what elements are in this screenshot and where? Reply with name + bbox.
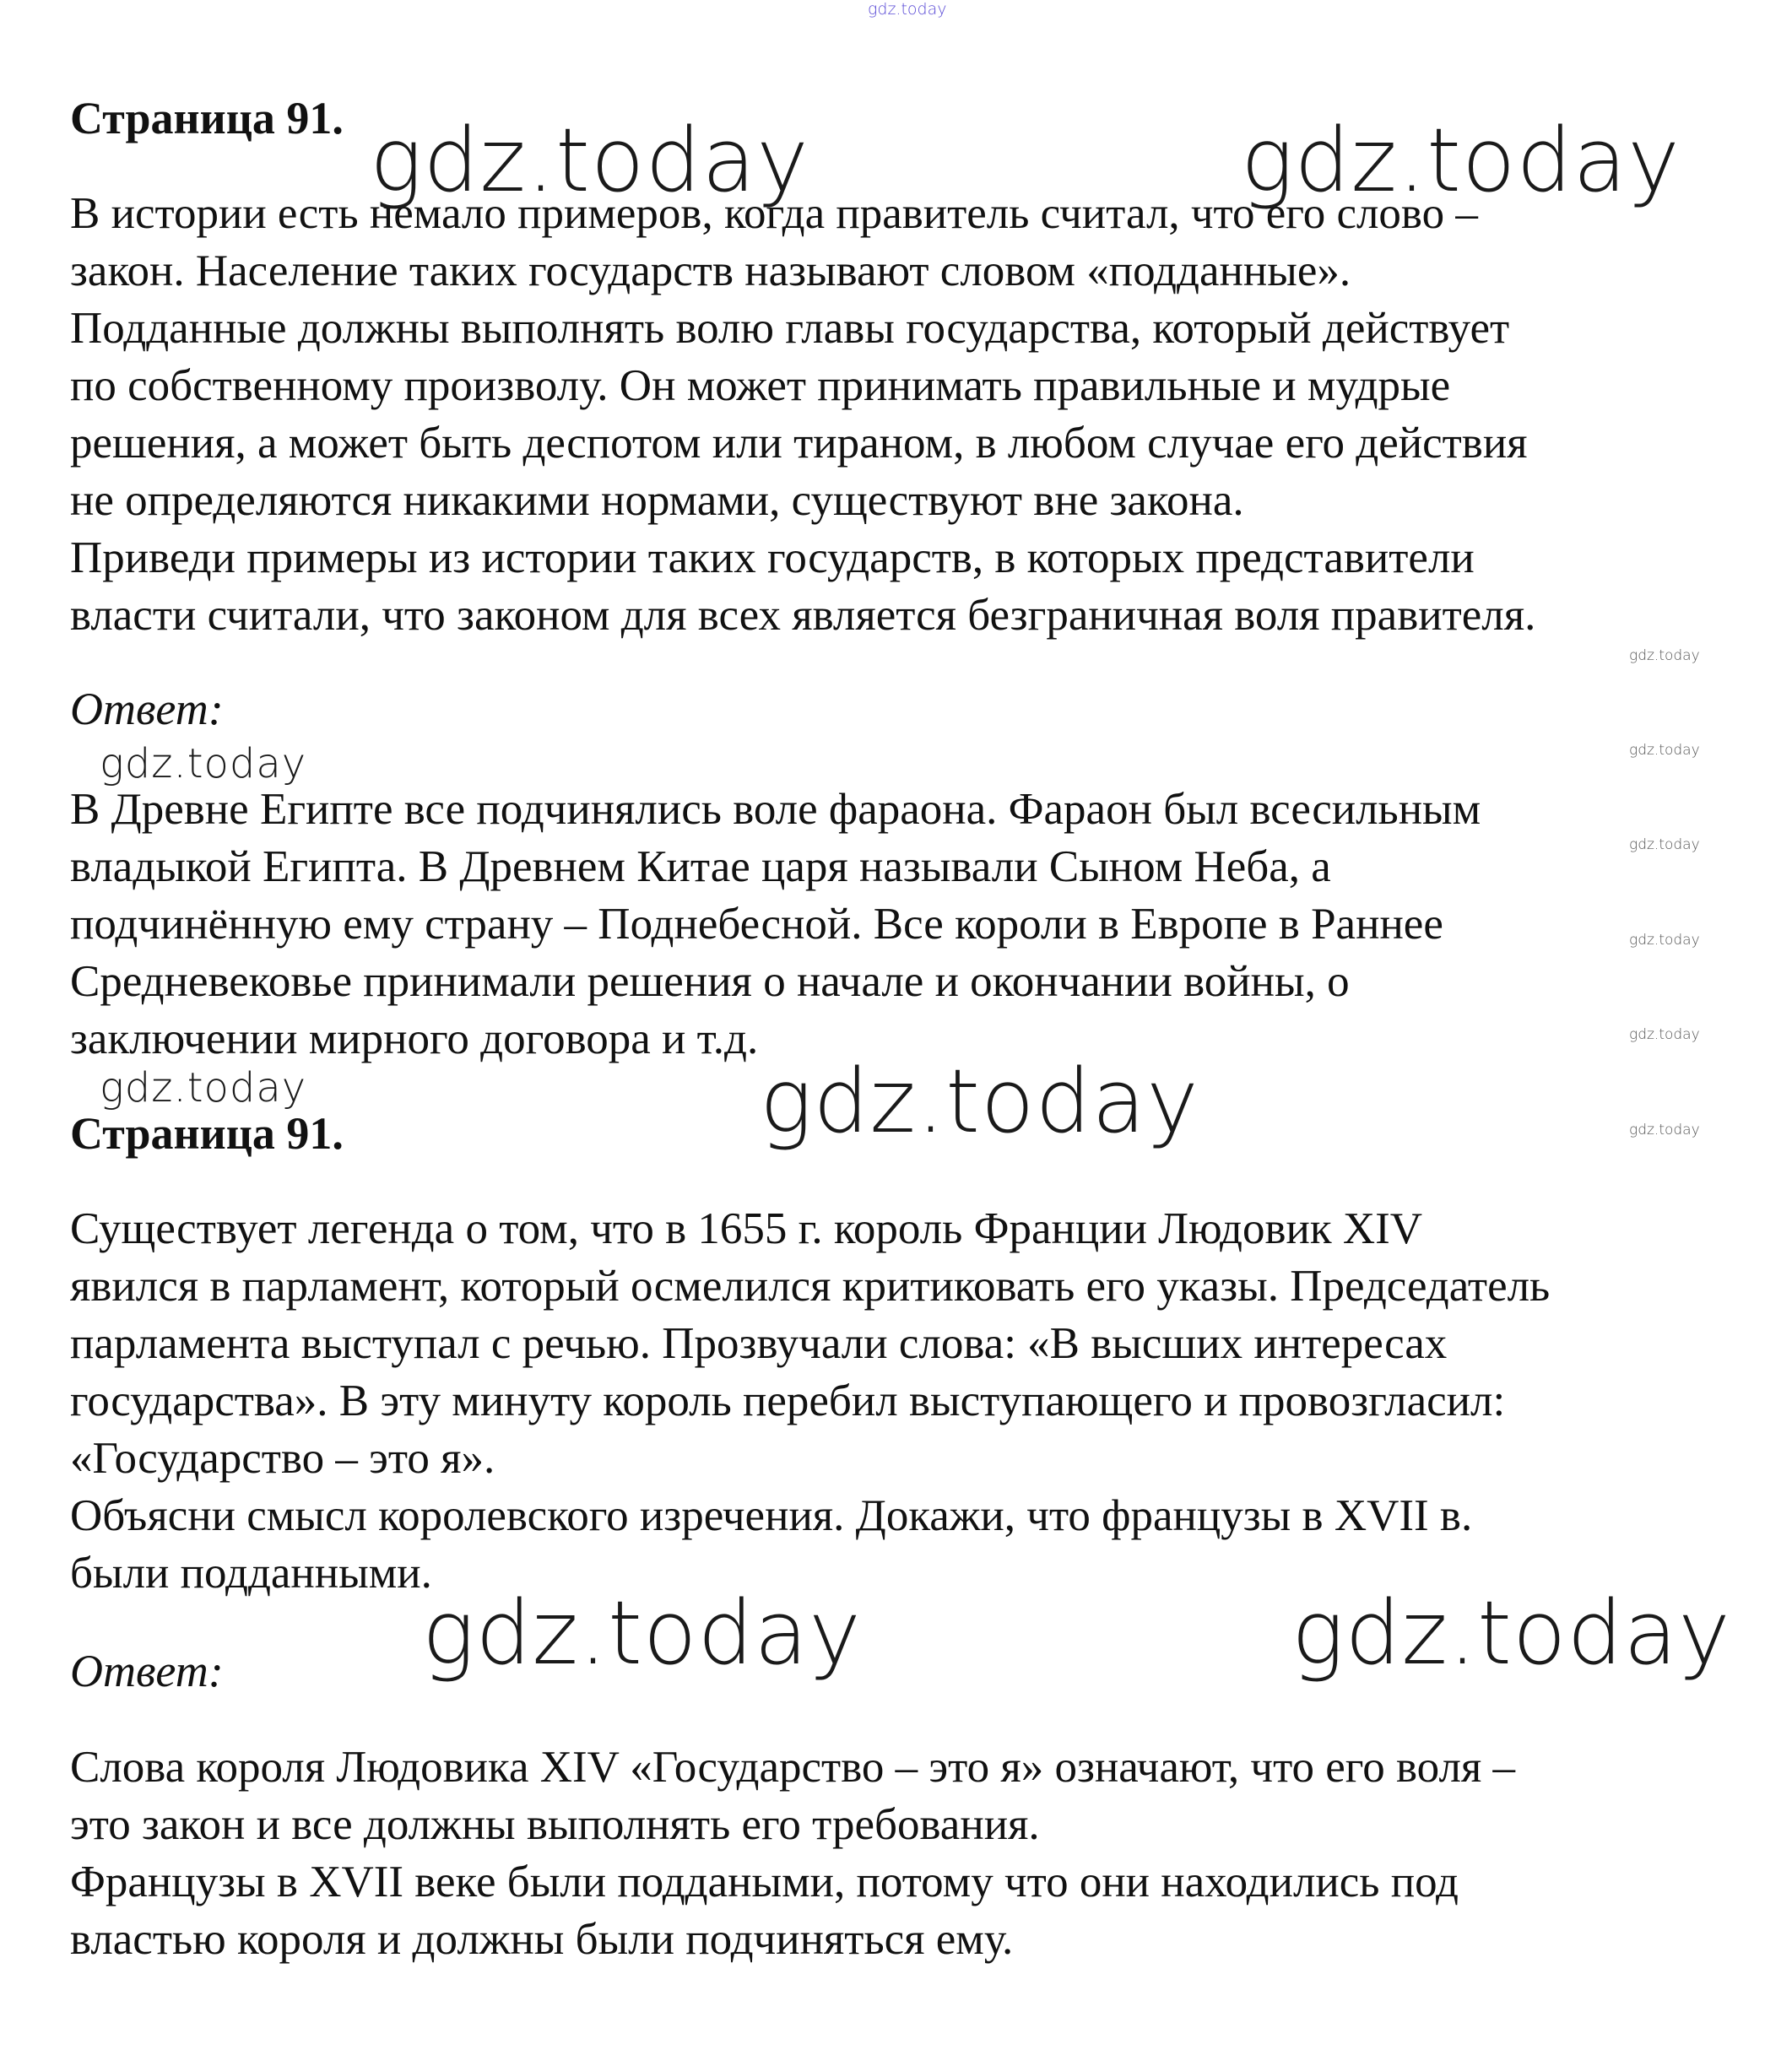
section2-answer-line: Слова короля Людовика XIV «Государство – это я» означают, что его воля – xyxy=(70,1743,1516,1792)
section2-answer-label: Ответ: xyxy=(70,1646,224,1696)
section2-question-line: Объясни смысл королевского изречения. Докажи, что французы в XVII в. xyxy=(70,1491,1473,1540)
watermark-small: gdz.today xyxy=(1629,1122,1700,1138)
section2-question-line: Существует легенда о том, что в 1655 г. король Франции Людовик XIV xyxy=(70,1204,1423,1253)
section1-answer-line: В Древне Египте все подчинялись воле фараона. Фараон был всесильным xyxy=(70,785,1481,834)
watermark-small: gdz.today xyxy=(1629,647,1700,664)
section1-question-line: закон. Население таких государств называют словом «подданные». xyxy=(70,246,1351,295)
watermark-top: gdz.today xyxy=(868,0,947,19)
watermark-medium: gdz.today xyxy=(100,1064,307,1111)
section2-question-line: были подданными. xyxy=(70,1549,432,1598)
watermark-medium: gdz.today xyxy=(100,740,307,787)
section2-answer xyxy=(70,1739,1758,1968)
section2-question-line: государства». В эту минуту король перебил выступающего и провозгласил: xyxy=(70,1376,1506,1425)
section1-heading: Страница 91. xyxy=(70,93,344,143)
section2-answer-line: Французы в XVII веке были поддаными, потому что они находились под xyxy=(70,1858,1459,1906)
watermark-large: gdz.today xyxy=(760,1050,1199,1153)
section2-answer-line: властью короля и должны были подчиняться ему. xyxy=(70,1915,1014,1964)
section1-answer xyxy=(70,781,1758,1068)
section1-answer-line: заключении мирного договора и т.д. xyxy=(70,1014,759,1063)
section1-question-line: В истории есть немало примеров, когда правитель считал, что его слово – xyxy=(70,189,1478,238)
section1-question-line: не определяются никакими нормами, существуют вне закона. xyxy=(70,476,1244,525)
section1-question xyxy=(70,185,1758,644)
section1-question-line: власти считали, что законом для всех является безграничная воля правителя. xyxy=(70,591,1536,640)
section2-question-line: парламента выступал с речью. Прозвучали слова: «В высших интересах xyxy=(70,1319,1448,1368)
section2-question xyxy=(70,1200,1758,1602)
watermark-small: gdz.today xyxy=(1629,742,1700,759)
watermark-small: gdz.today xyxy=(1629,1026,1700,1043)
watermark-large: gdz.today xyxy=(1291,1582,1731,1685)
watermark-large: gdz.today xyxy=(370,109,809,212)
section1-answer-line: владыкой Египта. В Древнем Китае царя называли Сыном Неба, а xyxy=(70,842,1331,891)
section2-question-line: «Государство – это я». xyxy=(70,1434,495,1483)
section1-answer-line: Средневековье принимали решения о начале и окончании войны, о xyxy=(70,957,1350,1006)
watermark-large: gdz.today xyxy=(1241,109,1681,212)
section1-answer-label: Ответ: xyxy=(70,684,224,734)
watermark-large: gdz.today xyxy=(422,1582,862,1685)
watermark-small: gdz.today xyxy=(1629,836,1700,853)
section1-answer-line: подчинённую ему страну – Поднебесной. Все короли в Европе в Раннее xyxy=(70,900,1443,949)
section1-question-line: Подданные должны выполнять волю главы государства, который действует xyxy=(70,304,1510,353)
section1-question-line: по собственному произволу. Он может принимать правильные и мудрые xyxy=(70,361,1451,410)
section1-question-line: Приведи примеры из истории таких государств, в которых представители xyxy=(70,533,1475,582)
section2-question-line: явился в парламент, который осмелился критиковать его указы. Председатель xyxy=(70,1262,1551,1311)
section1-question-line: решения, а может быть деспотом или тираном, в любом случае его действия xyxy=(70,419,1528,468)
watermark-small: gdz.today xyxy=(1629,932,1700,949)
section2-answer-line: это закон и все должны выполнять его требования. xyxy=(70,1800,1040,1849)
section2-heading: Страница 91. xyxy=(70,1108,344,1159)
